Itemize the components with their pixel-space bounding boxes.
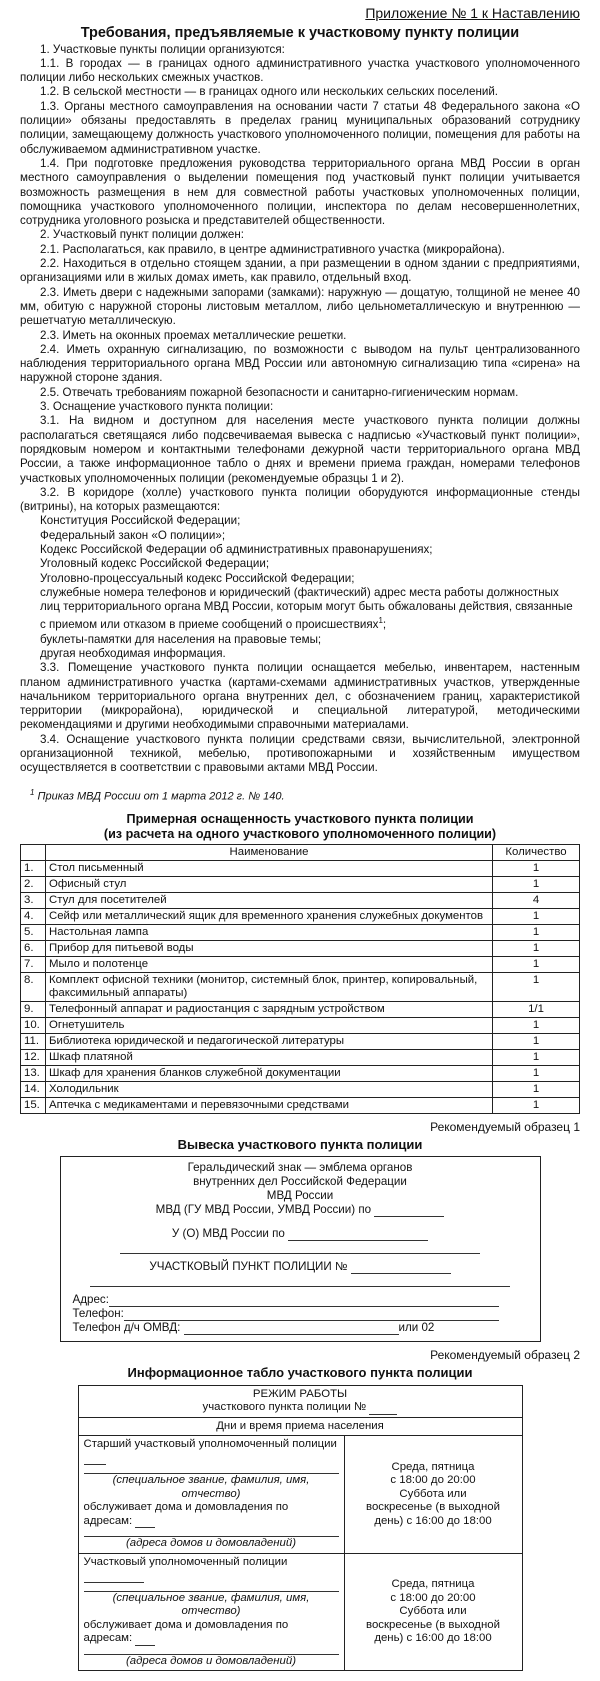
row-quantity: 1 bbox=[493, 940, 580, 956]
list-item: Федеральный закон «О полиции»; bbox=[40, 528, 226, 542]
row-quantity: 1 bbox=[493, 1049, 580, 1065]
table-row bbox=[21, 1097, 580, 1113]
sign-duty-line bbox=[73, 1321, 528, 1335]
sign-title: Вывеска участкового пункта полиции bbox=[177, 1136, 423, 1152]
schedule-line: Суббота или bbox=[399, 1487, 467, 1500]
row-number: 4. bbox=[21, 908, 46, 924]
row-name: Комплект офисной техники (монитор, системный блок, принтер, копировальный, факсимильный аппараты) bbox=[46, 972, 493, 1001]
row-name: Огнетушитель bbox=[46, 1017, 493, 1033]
paragraph: 1.4. При подготовке предложения руководства территориального органа МВД России в орган местного самоуправления о выделении помещения под участковый пункт полиции учитывается возможность размещения в нем для совместной работы участковых уполномоченных полиции, помощника участкового уполномоченного полиции, инспектора по делам несовершеннолетних, сотрудника уголовного розыска и представителей общественности. bbox=[20, 156, 580, 228]
table-row bbox=[21, 956, 580, 972]
table-row bbox=[21, 940, 580, 956]
table-header-row bbox=[21, 844, 580, 860]
row-quantity: 1 bbox=[493, 924, 580, 940]
schedule-line: день) с 16:00 до 18:00 bbox=[374, 1514, 492, 1527]
equipment-table bbox=[20, 844, 580, 1114]
blank-line bbox=[369, 1414, 397, 1415]
list-item: Уголовно-процессуальный кодекс Российской Федерации; bbox=[40, 571, 355, 585]
row-quantity: 1 bbox=[493, 1081, 580, 1097]
blank-line bbox=[84, 1582, 144, 1583]
serves-text: обслуживает дома и домовладения по адресам: bbox=[83, 1618, 289, 1645]
paragraph: 1.2. В сельской местности — в границах одного или нескольких сельских поселений. bbox=[40, 85, 499, 99]
board-mode: РЕЖИМ РАБОТЫ bbox=[252, 1387, 348, 1400]
blank-line bbox=[120, 1247, 480, 1254]
schedule-cell bbox=[344, 1553, 522, 1671]
table-row bbox=[21, 860, 580, 876]
page-title: Требования, предъявляемые к участковому пункту полиции bbox=[80, 25, 520, 42]
info-board bbox=[78, 1385, 523, 1672]
sign-duty-label: Телефон д/ч ОМВД: bbox=[72, 1321, 181, 1335]
document-page bbox=[20, 0, 580, 1671]
sign-sample bbox=[60, 1156, 541, 1342]
paragraph: 2. Участковый пункт полиции должен: bbox=[40, 228, 244, 242]
paragraph: 3.2. В коридоре (холле) участкового пункта полиции оборудуются информационные стенды (витрины), на которых размещаются: bbox=[20, 485, 580, 514]
table-row bbox=[21, 1049, 580, 1065]
row-number: 13. bbox=[21, 1065, 46, 1081]
row-number: 10. bbox=[21, 1017, 46, 1033]
row-quantity: 1 bbox=[493, 972, 580, 1001]
row-number: 5. bbox=[21, 924, 46, 940]
paragraph: 3.4. Оснащение участкового пункта полиции средствами связи, вычислительной, электронной организационной техникой, мебелью, противопожарными и хозяйственным имуществом осуществляется в соответствии с правовыми актами МВД России. bbox=[20, 732, 580, 775]
equipment-table-title bbox=[20, 812, 580, 842]
row-quantity: 1 bbox=[493, 876, 580, 892]
blank-line bbox=[288, 1240, 428, 1241]
paragraph: 3.1. На видном и доступном для населения месте участкового пункта полиции должны располагаться светящаяся либо подсвечиваемая вывеска с надписью «Участковый пункт полиции», порядковым номером и контактными телефонами дежурной части территориального органа МВД России, а также информационное табло о днях и времени приема граждан, номерами телефонов участковых уполномоченных полиции (рекомендуемые образцы 1 и 2). bbox=[20, 414, 580, 485]
row-number: 3. bbox=[21, 892, 46, 908]
officer-role bbox=[84, 1438, 339, 1465]
row-number: 14. bbox=[21, 1081, 46, 1097]
blank-line bbox=[84, 1465, 339, 1474]
board-point bbox=[84, 1401, 517, 1415]
board-days-row bbox=[78, 1417, 522, 1436]
sign-line: внутренних дел Российской Федерации bbox=[193, 1175, 407, 1189]
requirements-part-b bbox=[20, 661, 580, 775]
list-item: Уголовный кодекс Российской Федерации; bbox=[40, 557, 270, 571]
row-quantity: 1 bbox=[493, 1065, 580, 1081]
blank-line bbox=[135, 1645, 155, 1646]
footnote-mark: 1 bbox=[378, 616, 383, 626]
list-item: буклеты-памятки для населения на правовые темы; bbox=[40, 632, 322, 646]
row-number: 11. bbox=[21, 1033, 46, 1049]
row-number: 12. bbox=[21, 1049, 46, 1065]
equipment-table-title-line2: (из расчета на одного участкового уполномоченного полиции) bbox=[103, 826, 497, 841]
paragraph: 2.3. Иметь на оконных проемах металлические решетки. bbox=[40, 328, 347, 342]
sign-phone-label: Телефон: bbox=[72, 1307, 124, 1321]
row-name: Шкаф для хранения бланков служебной документации bbox=[46, 1065, 493, 1081]
row-quantity: 1 bbox=[493, 908, 580, 924]
blank-line bbox=[84, 1528, 339, 1537]
row-name: Библиотека юридической и педагогической литературы bbox=[46, 1033, 493, 1049]
list-item bbox=[20, 586, 580, 633]
list-item: Конституция Российской Федерации; bbox=[40, 514, 241, 528]
table-row bbox=[21, 1001, 580, 1017]
sample1-label: Рекомендуемый образец 1 bbox=[430, 1119, 580, 1134]
officer-role bbox=[84, 1556, 339, 1583]
schedule-line: воскресенье (в выходной bbox=[366, 1501, 500, 1514]
row-name: Прибор для питьевой воды bbox=[46, 940, 493, 956]
equipment-table-title-line1: Примерная оснащенность участкового пункта полиции bbox=[126, 811, 474, 826]
stand-list bbox=[20, 514, 580, 661]
footnote-number: 1 bbox=[30, 787, 35, 797]
schedule-line: день) с 16:00 до 18:00 bbox=[374, 1632, 492, 1645]
row-number: 7. bbox=[21, 956, 46, 972]
paragraph: 2.3. Иметь двери с надежными запорами (замками): наружную — дощатую, толщиной не менее 40 мм, обитую с наружной стороны листовым металлом, либо цельнометаллическую и внутреннюю — решетчатую металлическую. bbox=[20, 285, 580, 328]
schedule-line: с 18:00 до 20:00 bbox=[390, 1474, 476, 1487]
board-days: Дни и время приема населения bbox=[78, 1417, 522, 1436]
blank-line bbox=[374, 1216, 444, 1217]
row-quantity: 1 bbox=[493, 956, 580, 972]
row-quantity: 1 bbox=[493, 1097, 580, 1113]
row-name: Настольная лампа bbox=[46, 924, 493, 940]
sign-line: МВД России bbox=[266, 1189, 334, 1203]
row-name: Стул для посетителей bbox=[46, 892, 493, 908]
table-row bbox=[21, 1017, 580, 1033]
header-name: Наименование bbox=[46, 844, 493, 860]
blank-line bbox=[84, 1583, 339, 1592]
sign-or02: или 02 bbox=[398, 1321, 435, 1335]
row-name: Шкаф платяной bbox=[46, 1049, 493, 1065]
row-name: Телефонный аппарат и радиостанция с зарядным устройством bbox=[46, 1001, 493, 1017]
board-point-text: участкового пункта полиции № bbox=[202, 1401, 367, 1414]
schedule-line: Среда, пятница bbox=[391, 1578, 475, 1591]
board-header bbox=[78, 1385, 522, 1417]
sign-line-text: МВД (ГУ МВД России, УМВД России) по bbox=[155, 1203, 372, 1217]
blank-line bbox=[84, 1646, 339, 1655]
blank-line bbox=[90, 1280, 510, 1287]
table-row bbox=[21, 1033, 580, 1049]
equipment-table-body bbox=[21, 860, 580, 1113]
row-name: Холодильник bbox=[46, 1081, 493, 1097]
board-officer-row bbox=[78, 1553, 522, 1671]
footnote bbox=[20, 786, 580, 804]
board-header-row bbox=[78, 1385, 522, 1417]
paragraph: 2.4. Иметь охранную сигнализацию, по возможности с выводом на пульт централизованного наблюдения территориального органа МВД России или автономную сигнализацию типа «сирена» на наружной стороне здания. bbox=[20, 342, 580, 385]
serves-line bbox=[84, 1619, 339, 1646]
blank-line bbox=[135, 1527, 155, 1528]
appendix-label: Приложение № 1 к Наставлению bbox=[365, 5, 580, 21]
officer-cell bbox=[78, 1553, 344, 1671]
sign-line bbox=[73, 1203, 528, 1217]
row-name: Сейф или металлический ящик для временного хранения служебных документов bbox=[46, 908, 493, 924]
paragraph: 1.1. В городах — в границах одного административного участка участкового уполномоченного полиции либо нескольких смежных участков. bbox=[20, 56, 580, 85]
paragraph: 2.2. Находиться в отдельно стоящем здании, а при размещении в одном здании с предприятиями, организациями или в жилых домах иметь, как правило, отдельный вход. bbox=[20, 257, 580, 285]
blank-line bbox=[184, 1334, 399, 1335]
requirements-part-a bbox=[20, 43, 580, 515]
officer-role-text: Участковый уполномоченный полиции bbox=[83, 1555, 288, 1568]
schedule-line: Суббота или bbox=[399, 1605, 467, 1618]
list-item: другая необходимая информация. bbox=[40, 646, 226, 660]
schedule-line: воскресенье (в выходной bbox=[366, 1618, 500, 1631]
serves-line bbox=[84, 1501, 339, 1528]
paragraph: 3.3. Помещение участкового пункта полиции оснащается мебелью, инвентарем, настенным планом административного участка (картами-схемами административных участков, утвержденные начальником территориального органа внутренних дел, с обозначением границ, характеристикой территории (микрорайона), юридической и специальной литературой, методическими рекомендациями и другими необходимыми справочными материалами. bbox=[20, 661, 580, 732]
address-hint: (адреса домов и домовладений) bbox=[125, 1654, 296, 1667]
table-row bbox=[21, 1081, 580, 1097]
schedule-line: с 18:00 до 20:00 bbox=[390, 1591, 476, 1604]
officer-cell bbox=[78, 1436, 344, 1554]
table-row bbox=[21, 1065, 580, 1081]
row-quantity: 1/1 bbox=[493, 1001, 580, 1017]
sign-address-label: Адрес: bbox=[72, 1293, 109, 1307]
header-quantity: Количество bbox=[493, 844, 580, 860]
paragraph: 3. Оснащение участкового пункта полиции: bbox=[40, 400, 274, 414]
sign-address-line bbox=[73, 1293, 528, 1307]
list-item: Кодекс Российской Федерации об административных правонарушениях; bbox=[40, 542, 433, 556]
row-number: 8. bbox=[21, 972, 46, 1001]
table-row bbox=[21, 892, 580, 908]
board-title: Информационное табло участкового пункта полиции bbox=[127, 1365, 473, 1381]
row-name: Аптечка с медикаментами и перевязочными средствами bbox=[46, 1097, 493, 1113]
schedule-cell bbox=[344, 1436, 522, 1554]
paragraph: 2.1. Располагаться, как правило, в центре административного участка (микрорайона). bbox=[40, 242, 505, 256]
rank-hint: (специальное звание, фамилия, имя, отчество) bbox=[112, 1591, 310, 1618]
paragraph: 2.5. Отвечать требованиям пожарной безопасности и санитарно-гигиеническим нормам. bbox=[40, 385, 519, 399]
table-row bbox=[21, 908, 580, 924]
address-hint: (адреса домов и домовладений) bbox=[125, 1537, 296, 1550]
row-name: Офисный стул bbox=[46, 876, 493, 892]
list-item-tail: ; bbox=[382, 618, 387, 632]
table-row bbox=[21, 924, 580, 940]
row-quantity: 4 bbox=[493, 892, 580, 908]
schedule-line: Среда, пятница bbox=[391, 1460, 475, 1473]
row-number: 6. bbox=[21, 940, 46, 956]
sign-point-text: УЧАСТКОВЫЙ ПУНКТ ПОЛИЦИИ № bbox=[149, 1260, 348, 1274]
row-number: 15. bbox=[21, 1097, 46, 1113]
row-number: 9. bbox=[21, 1001, 46, 1017]
table-row bbox=[21, 876, 580, 892]
sign-uo-text: У (О) МВД России по bbox=[171, 1227, 285, 1241]
footnote-text: Приказ МВД России от 1 марта 2012 г. № 140. bbox=[37, 790, 285, 803]
rank-hint: (специальное звание, фамилия, имя, отчество) bbox=[112, 1474, 310, 1500]
blank-line bbox=[351, 1273, 451, 1274]
table-row bbox=[21, 972, 580, 1001]
row-name: Стол письменный bbox=[46, 860, 493, 876]
sample2-label: Рекомендуемый образец 2 bbox=[430, 1348, 580, 1363]
serves-text: обслуживает дома и домовладения по адресам: bbox=[83, 1501, 289, 1527]
row-quantity: 1 bbox=[493, 860, 580, 876]
officer-role-text: Старший участковый уполномоченный полиции bbox=[83, 1438, 337, 1451]
sign-uo-line bbox=[73, 1227, 528, 1241]
row-number: 2. bbox=[21, 876, 46, 892]
sign-phone-line bbox=[73, 1307, 528, 1321]
paragraph: 1.3. Органы местного самоуправления на основании части 7 статьи 48 Федерального закона «О полиции» обязаны предоставлять в пределах границ муниципальных образований сотруднику полиции, замещающему должность участкового уполномоченного полиции, помещения для работы на обслуживаемом административном участке. bbox=[20, 99, 580, 156]
sign-point-line bbox=[73, 1260, 528, 1274]
row-quantity: 1 bbox=[493, 1017, 580, 1033]
paragraph: 1. Участковые пункты полиции организуются: bbox=[40, 42, 285, 56]
row-name: Мыло и полотенце bbox=[46, 956, 493, 972]
row-quantity: 1 bbox=[493, 1033, 580, 1049]
sign-line: Геральдический знак — эмблема органов bbox=[187, 1161, 413, 1175]
blank-line bbox=[84, 1464, 106, 1465]
board-officer-row bbox=[78, 1436, 522, 1554]
row-number: 1. bbox=[21, 860, 46, 876]
list-item-text: служебные номера телефонов и юридический (фактический) адрес места работы должностных лиц территориального органа МВД России, которым могут быть обжалованы действия, связанные с приемом или отказом в приеме сообщений о происшествиях bbox=[40, 585, 573, 632]
header-number bbox=[21, 844, 46, 860]
